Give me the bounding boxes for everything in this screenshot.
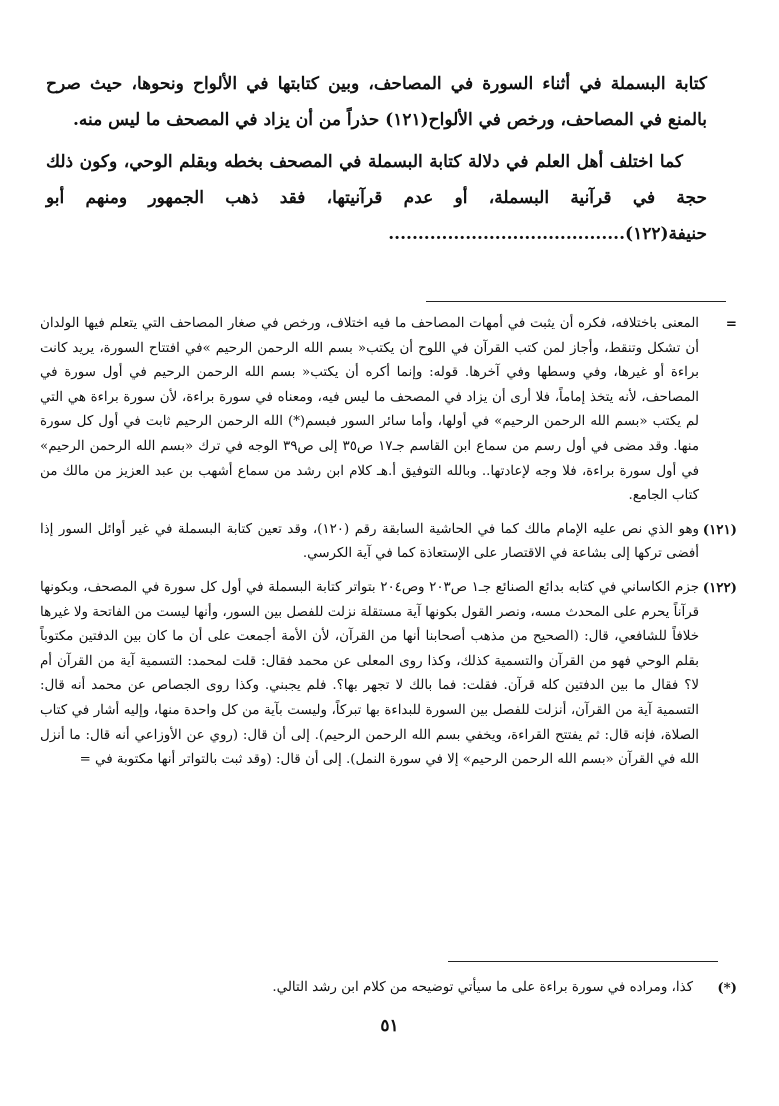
editor-note-separator [448, 961, 718, 962]
footnotes [40, 312, 737, 782]
footnote-marker: = [725, 316, 737, 332]
footnote-text: جزم الكاساني في كتابه بدائع الصنائع جـ١ ص٢٠٣ وص٢٠٤ بتواتر كتابة البسملة في أول كل سورة في المصحف، وبكونها قرآناً يحرم على المحدث مسه، ونصر القول بكونها آية مستقلة نزلت للفصل بين السور، وأنها ليست من الفاتحة ولا غيرها خلافاً للشافعي، قال: (الصحيح من مذهب أصحابنا أنها من القرآن، لأن الأمة أجمعت على أن ما كان بين الدفتين مكتوباً بقلم الوحي فهو من القرآن والتسمية كذلك، وكذا روى المعلى عن محمد فقال: قلت لمحمد: التسمية آية من القرآن أم لا؟ فقال ما بين الدفتين كله قرآن. فقلت: فما بالك لا تجهر بها؟. فلم يجبني. وكذا روى الجصاص عن محمد أنه قال: التسمية آية من القرآن، أنزلت للفصل بين السورة للبداءة بها تبركاً، وليست بآية من كل واحدة منها، وإليه أشار في كتاب الصلاة، فإنه قال: ثم يفتتح القراءة، ويخفي بسم الله الرحمن الرحيم). إلى أن قال: (روي عن الأوزاعي أنه قال: ما أنزل الله في القرآن «بسم الله الرحمن الرحيم» إلا في سورة النمل). إلى أن قال: (وقد ثبت بالتواتر أنها مكتوبة في = [40, 579, 699, 768]
footnote-122 [40, 576, 737, 773]
footnote-text: وهو الذي نص عليه الإمام مالك كما في الحاشية السابقة رقم (١٢٠)، وقد تعين كتابة البسملة في غير أوائل السور إذا أفضى تركها إلى بشاعة في الاقتصار على الإستعاذة كما في آية الكرسي. [40, 521, 699, 562]
main-paragraph [46, 144, 707, 252]
footnote-separator [426, 301, 726, 302]
main-paragraph: كتابة البسملة في أثناء السورة في المصاحف، وبين كتابتها في الألواح ونحوها، حيث صرح بالمنع في المصاحف، ورخص في الألواح(١٢١) حذراً من أن يزاد في المصحف ما ليس منه. [46, 74, 707, 130]
footnote-marker: (١٢١) [702, 521, 737, 538]
editor-note-marker: (*) [717, 980, 737, 996]
main-paragraph-text: كما اختلف أهل العلم في دلالة كتابة البسملة في المصحف بخطه وبقلم الوحي، وكون ذلك حجة في قرآنية البسملة، أو عدم قرآنيتها، فقد ذهب الجمهور ومنهم أبو حنيفة(١٢٢) [46, 152, 707, 244]
editor-note-text: كذا، ومراده في سورة براءة على ما سيأتي توضيحه من كلام ابن رشد التالي. [272, 980, 693, 995]
footnote-121 [40, 518, 737, 567]
footnote-continuation [40, 312, 737, 509]
footnote-text: المعنى باختلافه، فكره أن يثبت في أمهات المصاحف ما فيه اختلاف، ورخص في صغار المصاحف التي يتعلم فيها الولدان أن تشكل وتنقط، وأجاز لمن كتب القرآن في اللوح أن يكتب« بسم الله الرحمن الرحيم »في افتتاح السورة، يريد كانت براءة أو غيرها، وفي وسطها وفي آخرها. قوله: وإنما أكره أن يكتب« بسم الله الرحمن الرحيم في أول سورة في المصاحف، لأنه يتخذ إماماً، فلا أرى أن يزاد في المصحف ما ليس فيه، ومعناه في سورة براءة، لأن سورة براءة هي التي لم يكتب «بسم الله الرحمن الرحيم» في أولها، وأما سائر السور فبسم(*) الله الرحمن الرحيم ثابت في أول كل سورة منها. وقد مضى في أول رسم من سماع ابن القاسم جـ١٧ ص٣٥ إلى ص٣٩ الوجه في ترك «بسم الله الرحمن الرحيم» في أول سورة براءة، فلا وجه لإعادتها.. وبالله التوفيق أ.هـ كلام ابن رشد من سماع أشهب بن عبد العزيز من مالك من كتاب الجامع. [40, 316, 700, 504]
main-text [46, 66, 707, 252]
ellipsis-dots: ........................................ [388, 224, 626, 244]
editor-note [46, 976, 737, 1000]
page-number: ٥١ [380, 1016, 399, 1036]
footnote-marker: (١٢٢) [702, 579, 737, 596]
